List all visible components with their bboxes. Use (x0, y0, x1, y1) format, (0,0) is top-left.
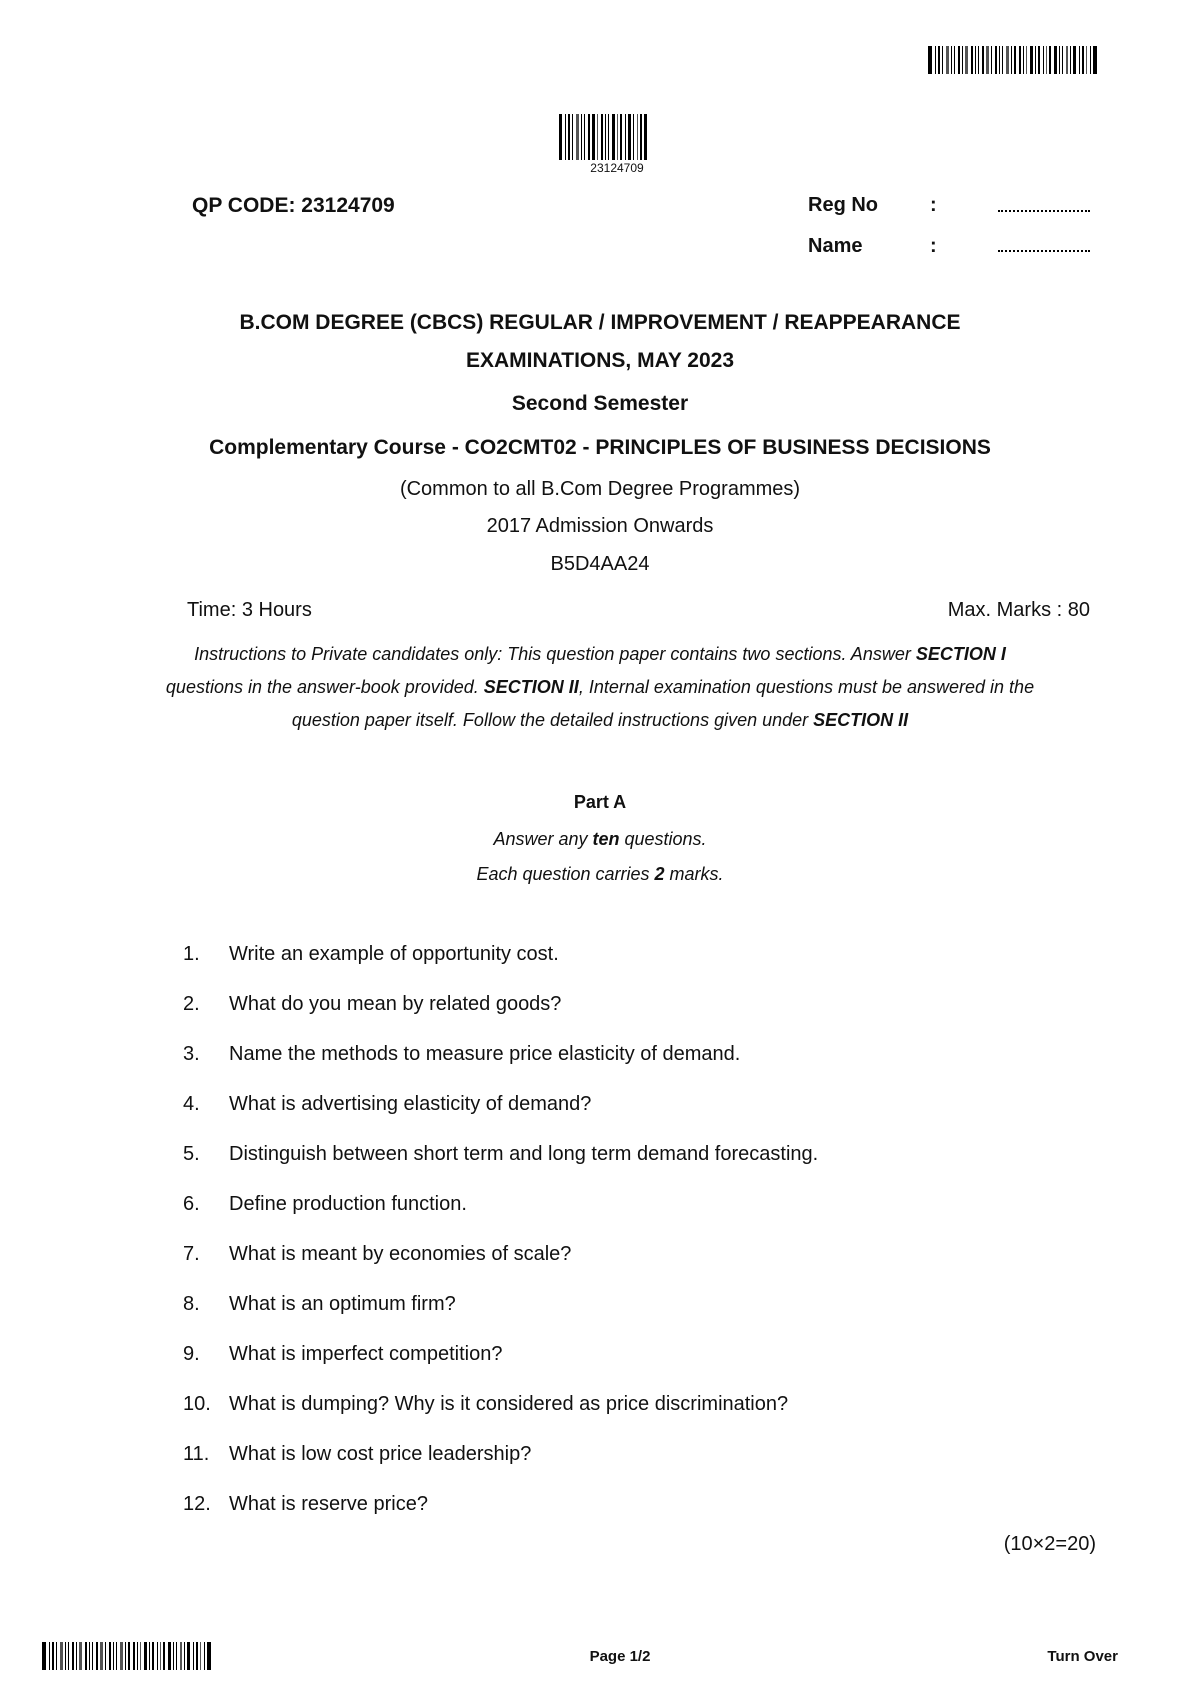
question-number: 3. (183, 1043, 200, 1065)
barcode-bar (128, 1642, 130, 1670)
question-number: 9. (183, 1343, 200, 1365)
barcode-bar (568, 114, 570, 160)
barcode-bar (1079, 46, 1080, 74)
barcode-bar (176, 1642, 177, 1670)
barcode-bar (92, 1642, 93, 1670)
question-text: What is low cost price leadership? (229, 1443, 532, 1465)
question-text: What is advertising elasticity of demand? (229, 1093, 592, 1115)
barcode-bar (1038, 46, 1040, 74)
barcode-bar (1019, 46, 1021, 74)
turn-over: Turn Over (1047, 1648, 1118, 1665)
reg-no-colon: : (930, 194, 937, 216)
barcode-bar (85, 1642, 87, 1670)
barcode-bar (935, 46, 936, 74)
question-text: What is an optimum firm? (229, 1293, 456, 1315)
barcode-bar (1062, 46, 1063, 74)
instructions-text: , Internal examination questions must be answered in the (578, 677, 1035, 697)
max-marks-label: Max. Marks : 80 (947, 599, 1090, 621)
barcode-bar (1093, 46, 1097, 74)
barcode-bar (100, 1642, 103, 1670)
page-number: Page 1/2 (589, 1648, 651, 1665)
barcode-bar (105, 1642, 106, 1670)
barcode-bar (200, 1642, 201, 1670)
question-text: Define production function. (229, 1193, 467, 1215)
instructions-line3 (0, 710, 1200, 731)
question-item (0, 941, 1200, 967)
barcode-bar (113, 1642, 114, 1670)
question-text: What is meant by economies of scale? (229, 1243, 572, 1265)
barcode-bar (193, 1642, 194, 1670)
question-text: What do you mean by related goods? (229, 993, 562, 1015)
barcode-bar (928, 46, 932, 74)
barcode-bar (60, 1642, 63, 1670)
instruction-emphasis: ten (592, 829, 620, 849)
part-a-instruction-1 (0, 829, 1200, 850)
barcode-bar (133, 1642, 135, 1670)
barcode-bar (644, 114, 647, 160)
barcode-bar (982, 46, 984, 74)
barcode-bar (184, 1642, 185, 1670)
question-item (0, 1141, 1200, 1167)
barcode-bar (640, 114, 642, 160)
part-a-title: Part A (573, 792, 627, 812)
section-i-ref: SECTION I (915, 644, 1006, 664)
barcode-number: 23124709 (590, 161, 644, 175)
barcode-bar (65, 1642, 66, 1670)
name-colon: : (930, 235, 937, 257)
question-number: 2. (183, 993, 200, 1015)
question-item (0, 1391, 1200, 1417)
section-ii-ref: SECTION II (813, 710, 909, 730)
barcode-bar (1002, 46, 1003, 74)
question-number: 12. (183, 1493, 211, 1515)
question-item (0, 1441, 1200, 1467)
question-item (0, 991, 1200, 1017)
barcode-bar (576, 114, 579, 160)
exam-title-line1: B.COM DEGREE (CBCS) REGULAR / IMPROVEMENT / REAPPEARANCE (239, 311, 961, 334)
barcode-bar (109, 1642, 111, 1670)
barcode-bar (612, 114, 615, 160)
top-right-barcode (928, 46, 1132, 74)
common-note: (Common to all B.Com Degree Programmes) (399, 478, 801, 500)
instructions-text: questions in the answer-book provided. (165, 677, 484, 697)
barcode-bar (954, 46, 955, 74)
barcode-bar (56, 1642, 57, 1670)
qp-code: QP CODE: 23124709 (192, 194, 395, 217)
barcode-bar (187, 1642, 190, 1670)
barcode-bar (978, 46, 979, 74)
barcode-bar (89, 1642, 90, 1670)
barcode-bar (1082, 46, 1084, 74)
question-item (0, 1341, 1200, 1367)
barcode-bar (1030, 46, 1033, 74)
barcode-bar (76, 1642, 77, 1670)
question-item (0, 1491, 1200, 1517)
score-formula: (10×2=20) (1003, 1533, 1096, 1555)
barcode-bar (942, 46, 943, 74)
barcode-bar (588, 114, 590, 160)
part-a-instruction-2 (0, 864, 1200, 885)
bottom-left-barcode (42, 1642, 246, 1670)
barcode-bar (995, 46, 997, 74)
paper-code: B5D4AA24 (550, 553, 650, 575)
reg-no-field[interactable] (998, 200, 1090, 212)
barcode-bar (986, 46, 989, 74)
barcode-bar (152, 1642, 154, 1670)
barcode-bar (42, 1642, 46, 1670)
barcode-bar (637, 114, 638, 160)
barcode-bar (125, 1642, 126, 1670)
barcode-bar (49, 1642, 50, 1670)
barcode-bar (137, 1642, 138, 1670)
barcode-bar (52, 1642, 54, 1670)
barcode-bar (605, 114, 606, 160)
instructions-text: question paper itself. Follow the detailed instructions given under (291, 710, 814, 730)
question-number: 11. (183, 1443, 210, 1465)
barcode-bar (592, 114, 595, 160)
barcode-bar (160, 1642, 161, 1670)
barcode-bar (1043, 46, 1044, 74)
barcode-bar (938, 46, 940, 74)
question-text: Write an example of opportunity cost. (229, 943, 559, 965)
instruction-text: Each question carries (476, 864, 655, 884)
barcode-bar (116, 1642, 117, 1670)
barcode-bar (628, 114, 631, 160)
time-label: Time: 3 Hours (187, 599, 312, 621)
barcode-bar (601, 114, 603, 160)
question-text: What is imperfect competition? (229, 1343, 503, 1365)
barcode-bar (1049, 46, 1051, 74)
barcode-bar (157, 1642, 158, 1670)
question-number: 5. (183, 1143, 200, 1165)
barcode-bar (1023, 46, 1024, 74)
instruction-text: marks. (664, 864, 724, 884)
barcode-bar (1090, 46, 1091, 74)
barcode-bar (204, 1642, 205, 1670)
barcode-bar (975, 46, 976, 74)
barcode-bar (149, 1642, 150, 1670)
barcode-bar (962, 46, 963, 74)
barcode-bar (163, 1642, 165, 1670)
barcode-bar (965, 46, 968, 74)
admission-note: 2017 Admission Onwards (486, 515, 714, 537)
question-item (0, 1191, 1200, 1217)
question-number: 7. (183, 1243, 200, 1265)
barcode-bar (1026, 46, 1027, 74)
question-number: 4. (183, 1093, 200, 1115)
barcode-bar (196, 1642, 198, 1670)
reg-no-label: Reg No (808, 194, 878, 216)
question-text: Distinguish between short term and long term demand forecasting. (229, 1143, 819, 1165)
barcode-bar (1073, 46, 1076, 74)
barcode-bar (1046, 46, 1047, 74)
barcode-bar (971, 46, 973, 74)
barcode-bar (625, 114, 626, 160)
question-number: 10. (183, 1393, 211, 1415)
barcode-bar (565, 114, 566, 160)
barcode-bar (96, 1642, 98, 1670)
barcode-bar (617, 114, 618, 160)
barcode-bar (1070, 46, 1071, 74)
question-item (0, 1241, 1200, 1267)
barcode-bar (946, 46, 949, 74)
question-text: What is dumping? Why is it considered as price discrimination? (229, 1393, 789, 1415)
barcode-bar (180, 1642, 182, 1670)
barcode-bar (958, 46, 960, 74)
barcode-bar (1014, 46, 1016, 74)
name-label: Name (808, 235, 863, 257)
barcode-bar (999, 46, 1000, 74)
question-text: What is reserve price? (229, 1493, 428, 1515)
barcode-bar (559, 114, 562, 160)
question-item (0, 1041, 1200, 1067)
barcode-bar (1011, 46, 1012, 74)
barcode-bar (1035, 46, 1036, 74)
barcode-bar (144, 1642, 147, 1670)
question-number: 6. (183, 1193, 200, 1215)
barcode-bar (584, 114, 585, 160)
question-number: 8. (183, 1293, 200, 1315)
barcode-bar (72, 1642, 74, 1670)
course-title: Complementary Course - CO2CMT02 - PRINCIPLES OF BUSINESS DECISIONS (209, 436, 991, 459)
barcode-bar (173, 1642, 174, 1670)
barcode-bar (68, 1642, 69, 1670)
barcode-bar (572, 114, 573, 160)
question-item (0, 1291, 1200, 1317)
barcode-bar (620, 114, 622, 160)
barcode-bar (608, 114, 609, 160)
section-ii-ref: SECTION II (483, 677, 579, 697)
barcode-bar (581, 114, 582, 160)
barcode-bar (951, 46, 952, 74)
center-barcode (559, 114, 675, 160)
barcode-bar (140, 1642, 141, 1670)
barcode-bar (1086, 46, 1087, 74)
barcode-bar (207, 1642, 211, 1670)
barcode-bar (1006, 46, 1009, 74)
instruction-text: Answer any (493, 829, 593, 849)
question-item (0, 1091, 1200, 1117)
barcode-bar (1054, 46, 1057, 74)
barcode-bar (597, 114, 598, 160)
barcode-bar (120, 1642, 123, 1670)
instructions-text: Instructions to Private candidates only: This question paper contains two sections. Answer (194, 644, 916, 664)
instruction-emphasis: 2 (654, 864, 665, 884)
semester: Second Semester (511, 392, 689, 415)
name-field[interactable] (998, 240, 1090, 252)
instructions-line1 (0, 644, 1200, 665)
exam-title-line2: EXAMINATIONS, MAY 2023 (465, 349, 735, 372)
barcode-bar (1066, 46, 1068, 74)
instructions-line2 (0, 677, 1200, 698)
instruction-text: questions. (619, 829, 707, 849)
question-text: Name the methods to measure price elasticity of demand. (229, 1043, 741, 1065)
barcode-bar (633, 114, 634, 160)
barcode-bar (168, 1642, 171, 1670)
barcode-bar (79, 1642, 82, 1670)
barcode-bar (1059, 46, 1060, 74)
barcode-bar (991, 46, 992, 74)
question-number: 1. (183, 943, 200, 965)
